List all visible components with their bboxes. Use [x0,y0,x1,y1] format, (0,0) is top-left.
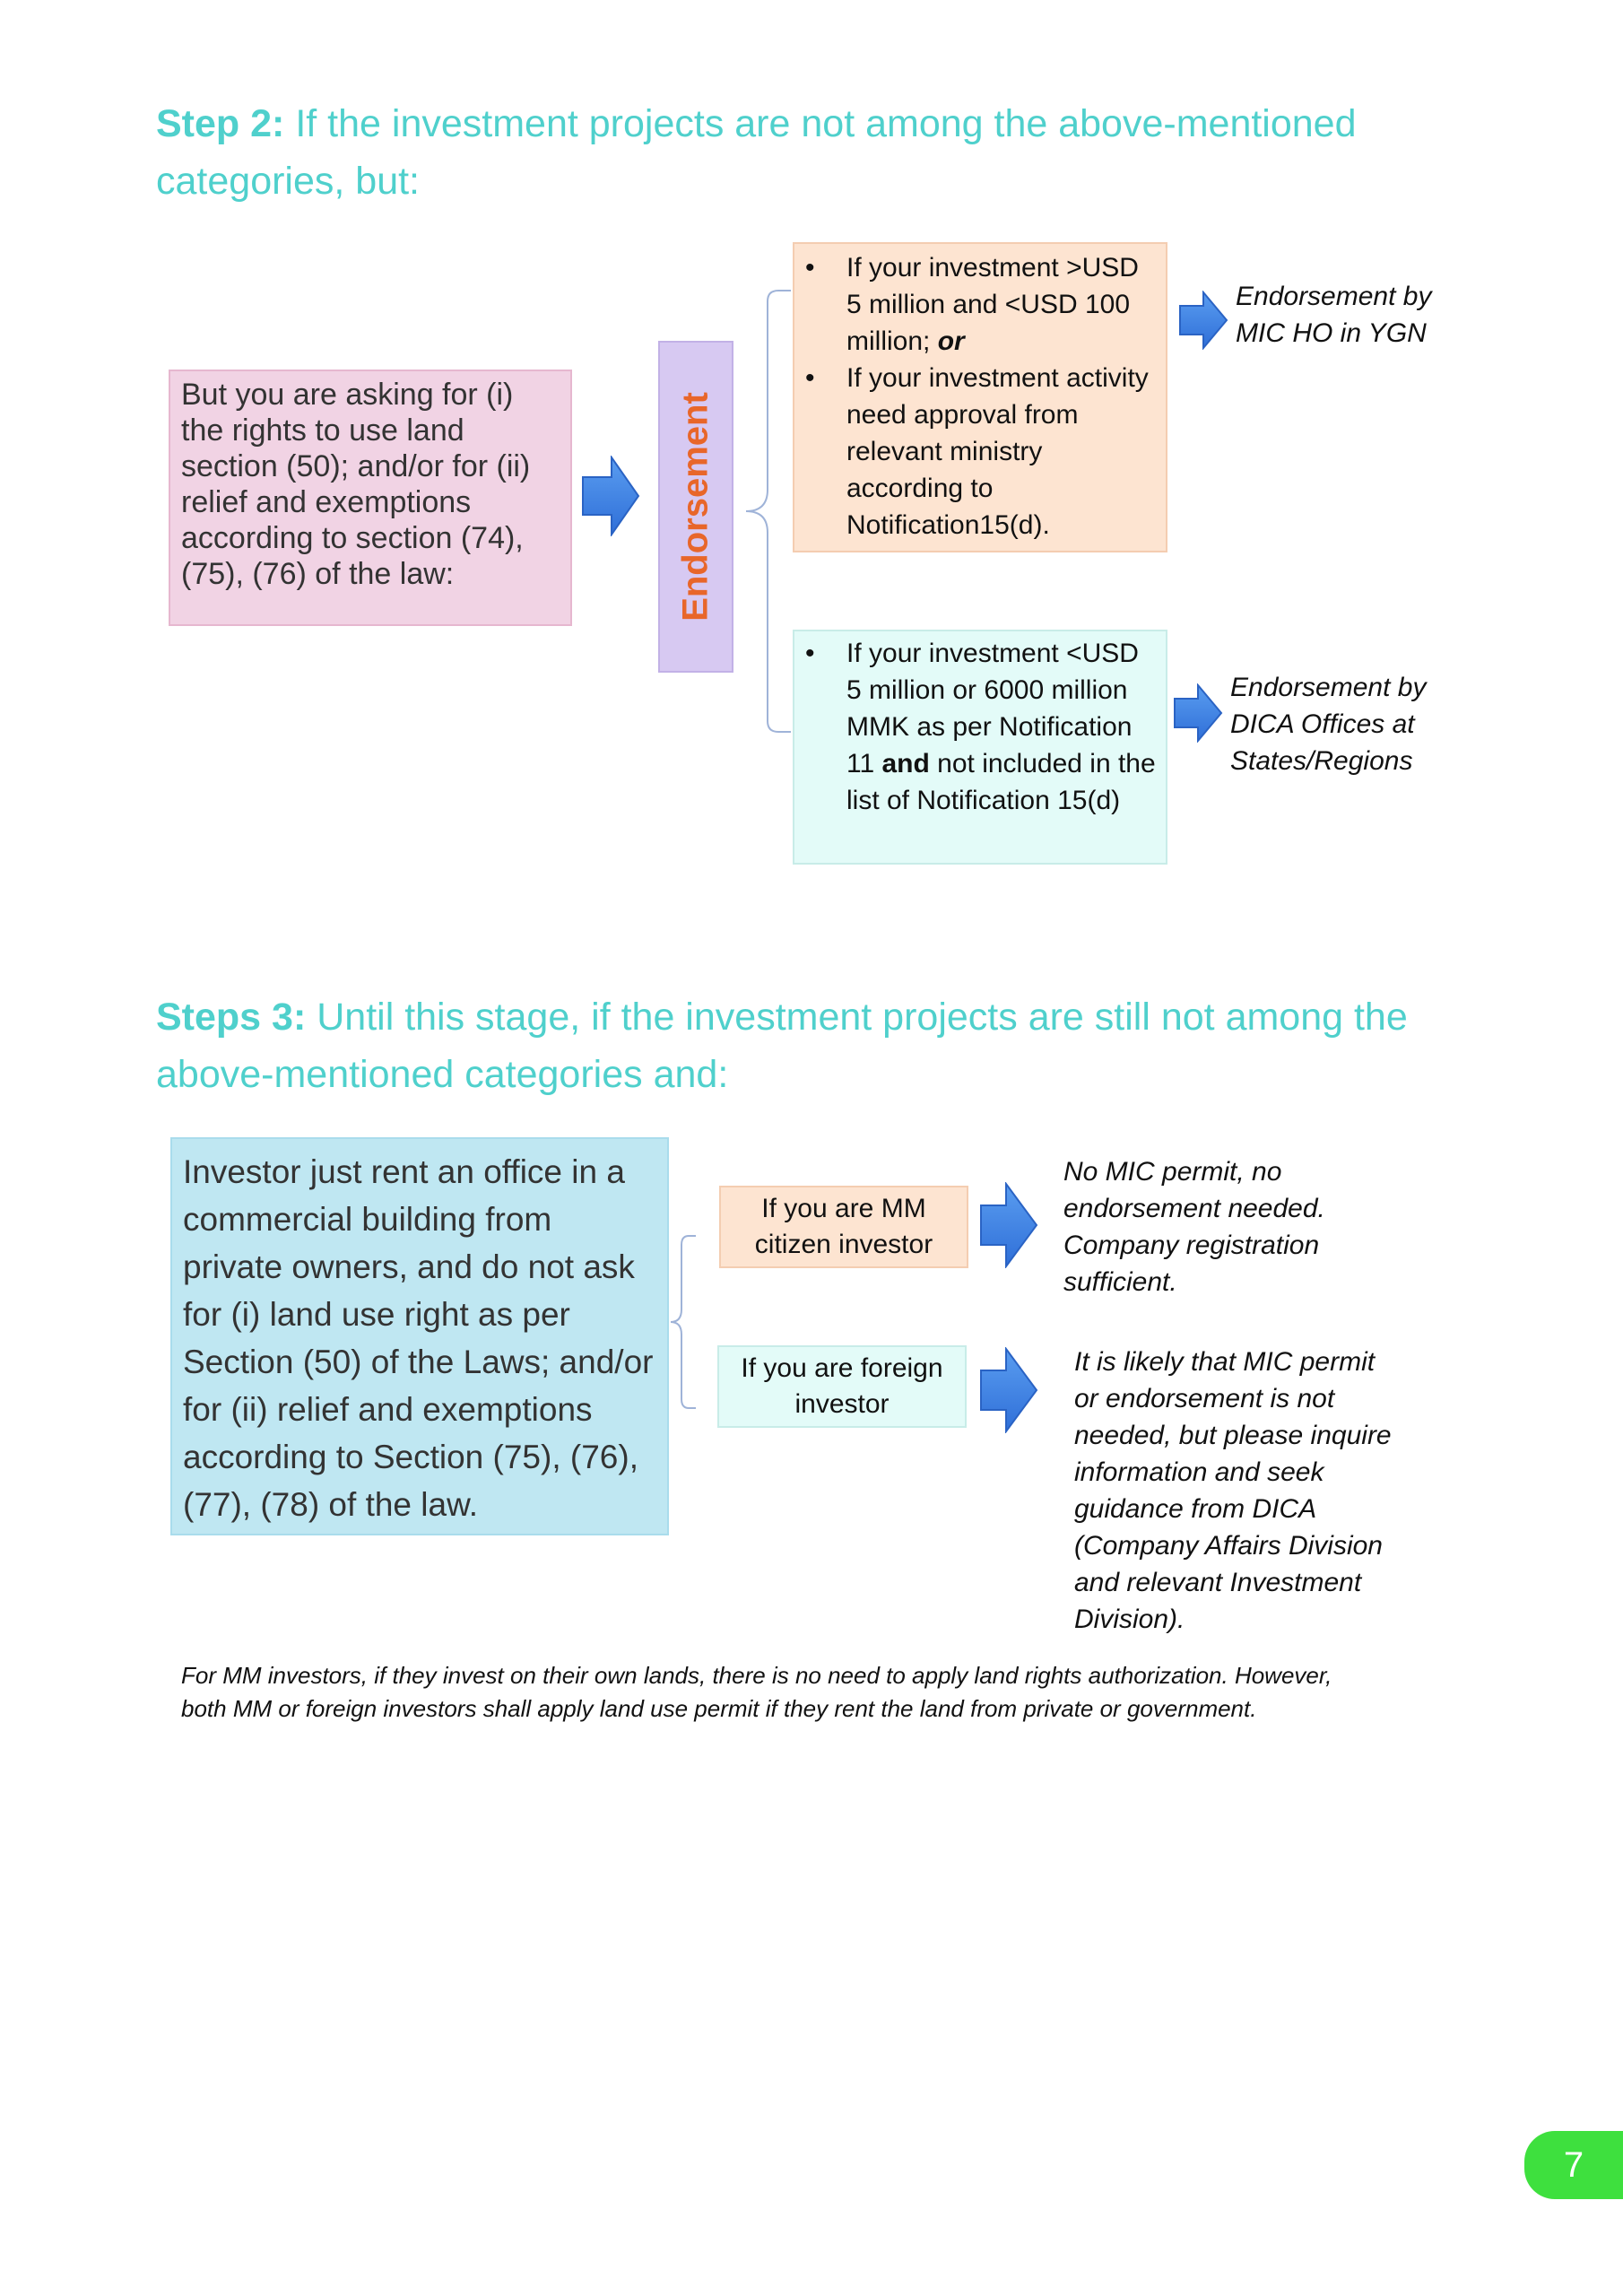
step3-condition-box [170,1137,669,1535]
result-dica-offices: Endorsement by DICA Offices at States/Regions [1230,673,1427,776]
step2-heading-text: If the investment projects are not among the above-mentioned categories, but: [156,102,1357,203]
upper-criteria-or: or [937,326,965,356]
lower-criteria-item [794,635,1159,819]
bracket-connector-icon [739,287,793,735]
foreign-investor-box [717,1345,967,1428]
foreign-investor-label: If you are foreign investor [741,1353,943,1419]
upper-criteria-text: If your investment activity need approval from relevant ministry according to Notification15(d). [846,363,1149,540]
bracket-connector-icon [669,1232,717,1412]
arrow-right-icon [1173,683,1223,743]
arrow-right-icon [979,1182,1038,1268]
lower-criteria-box [793,630,1167,865]
step3-heading-text: Until this stage, if the investment projects are still not among the above-mentioned categories and: [156,996,1408,1096]
arrow-right-icon [581,456,640,536]
step3-condition-text: Investor just rent an office in a commercial building from private owners, and do not ask for (i) land use right as per Section (50) of the Laws; and/or for (ii) relief and exemptions according to Section (75), (76), (77), (78) of the law. [183,1153,654,1523]
step2-condition-text: But you are asking for (i) the rights to use land section (50); and/or for (ii) relief and exemptions according to section (74), (75), (76) of the law: [181,378,531,591]
result-mic-ho: Endorsement by MIC HO in YGN [1236,282,1432,348]
mm-citizen-label: If you are MM citizen investor [754,1194,933,1259]
lower-criteria-text: If your investment <USD 5 million or 6000 million MMK as per Notification 11 [846,639,1139,778]
lower-criteria-text-2: not included in the list of Notification 15(d) [846,749,1156,815]
upper-criteria-text: If your investment >USD 5 million and <USD 100 million; [846,253,1139,356]
step3-heading [156,988,1429,1103]
upper-criteria-item [794,360,1159,544]
upper-criteria-item [794,249,1159,360]
upper-criteria-box [793,242,1167,552]
lower-criteria-and: and [881,749,930,778]
endorsement-label: Endorsement [675,392,716,622]
mm-citizen-box [719,1186,968,1268]
footnote: For MM investors, if they invest on their own lands, there is no need to apply land rights authorization. However, both MM or foreign investors shall apply land use permit if they rent the land from private or government. [181,1662,1332,1722]
step3-heading-prefix: Steps 3: [156,996,307,1039]
step2-heading [156,95,1411,210]
endorsement-box [658,341,733,673]
arrow-right-icon [1178,291,1228,350]
step2-condition-box [169,370,572,626]
arrow-right-icon [979,1347,1038,1433]
page-number-badge [1524,2131,1623,2199]
result-mm-citizen: No MIC permit, no endorsement needed. Company registration sufficient. [1063,1157,1325,1297]
page-number: 7 [1563,2145,1584,2185]
result-foreign-investor: It is likely that MIC permit or endorsement is not needed, but please inquire information and seek guidance from DICA (Company Affairs Division and relevant Investment Division). [1074,1347,1392,1634]
step2-heading-prefix: Step 2: [156,102,285,145]
